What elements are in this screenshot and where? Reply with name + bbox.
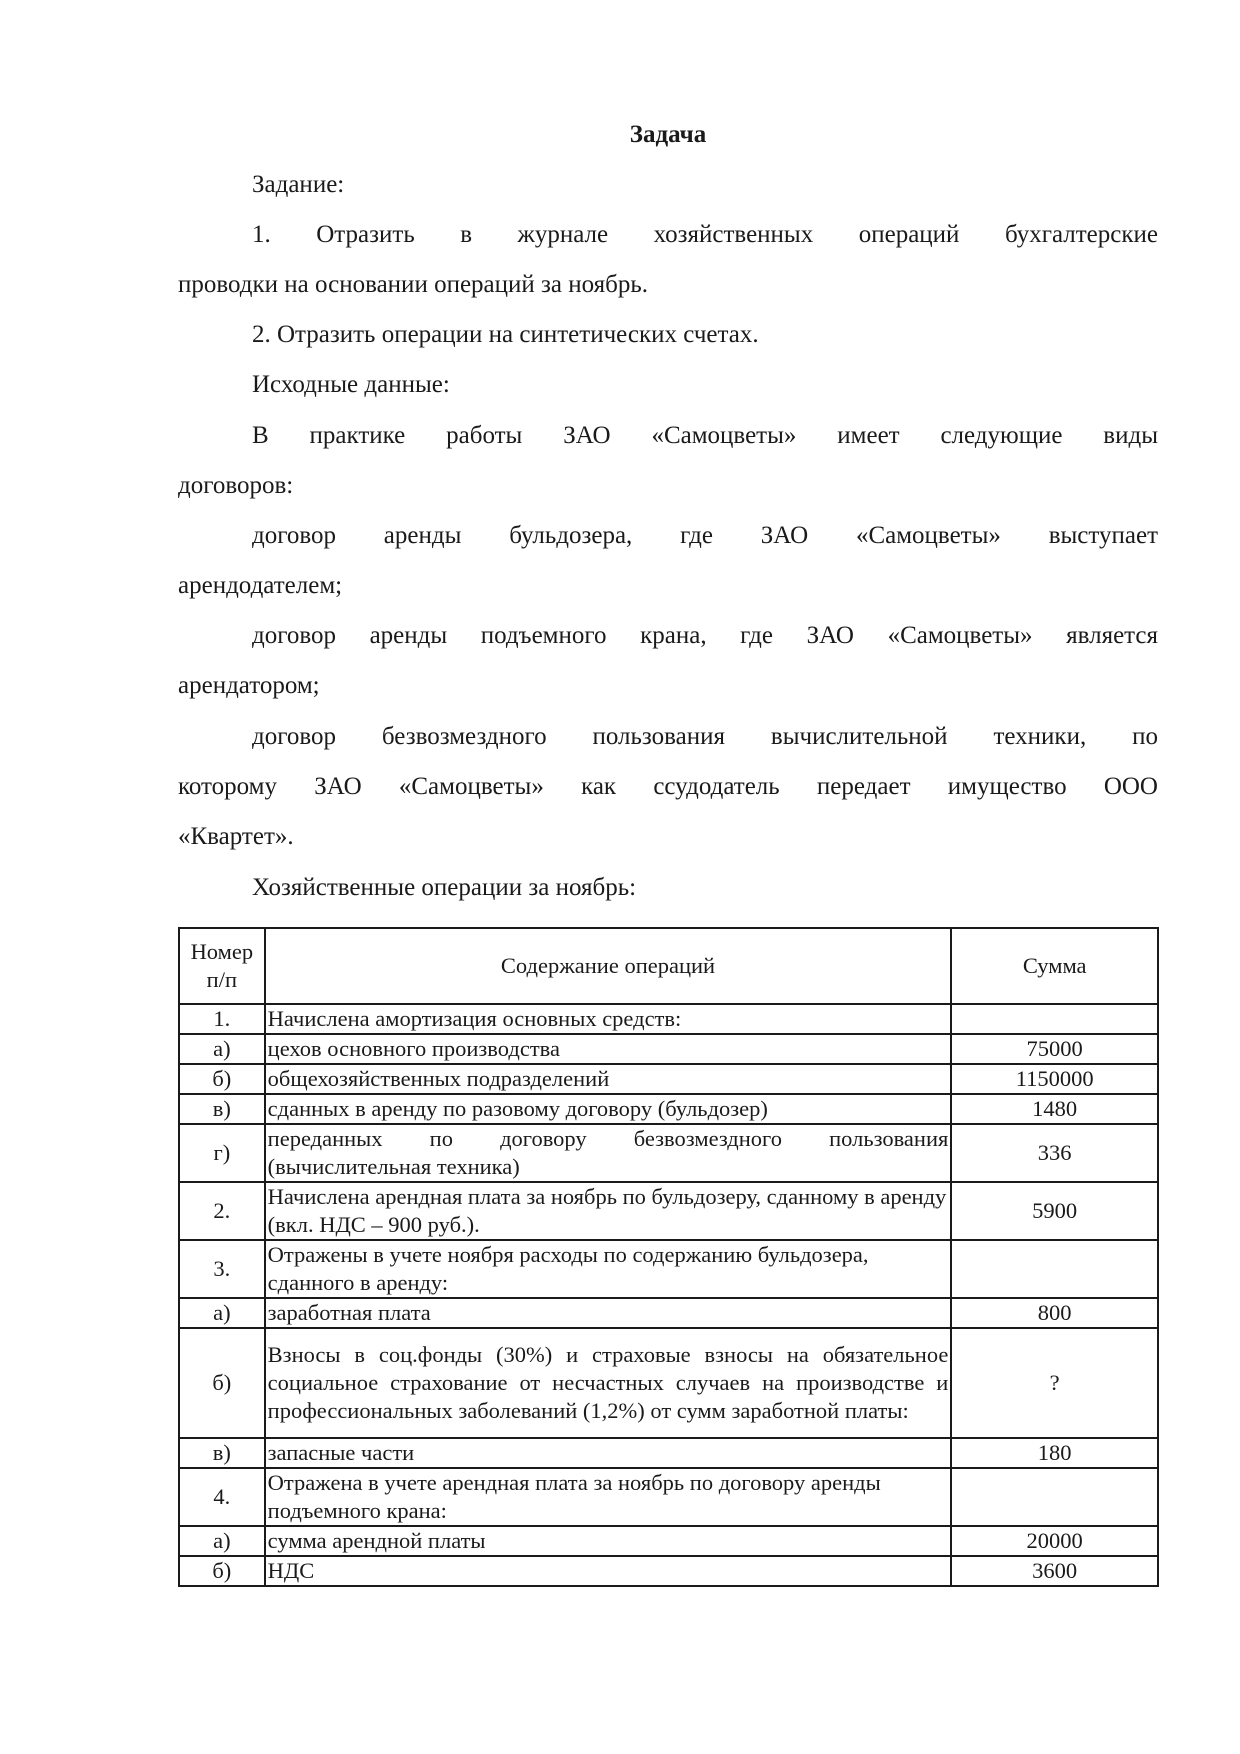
table-row [179, 1182, 1158, 1240]
row-description: НДС [265, 1556, 952, 1586]
row-number: а) [179, 1526, 265, 1556]
contract-1-line-2: арендодателем; [178, 572, 343, 599]
row-number: а) [179, 1034, 265, 1064]
row-sum: 5900 [951, 1182, 1158, 1240]
contract-3-line-1: договор безвозмездного пользования вычислительной техники, по [252, 723, 1158, 750]
row-sum [951, 1004, 1158, 1034]
row-description: сумма арендной платы [265, 1526, 952, 1556]
table-row [179, 1094, 1158, 1124]
table-header-row [179, 928, 1158, 1004]
row-sum: 336 [951, 1124, 1158, 1182]
row-description: Отражены в учете ноября расходы по содержанию бульдозера, сданного в аренду: [265, 1240, 952, 1298]
row-description: цехов основного производства [265, 1034, 952, 1064]
task-item-2: 2. Отразить операции на синтетических счетах. [252, 321, 759, 348]
row-number: б) [179, 1328, 265, 1438]
row-sum: 20000 [951, 1526, 1158, 1556]
table-row [179, 1556, 1158, 1586]
table-row [179, 1298, 1158, 1328]
table-row [179, 1468, 1158, 1526]
table-row [179, 1064, 1158, 1094]
task-heading: Задание: [252, 171, 345, 198]
row-description: Взносы в соц.фонды (30%) и страховые взносы на обязательное социальное страхование от несчастных случаев на производстве и профессиональных заболеваний (1,2%) от сумм заработной платы: [265, 1328, 952, 1438]
source-heading: Исходные данные: [252, 371, 450, 398]
operations-table-body [179, 1004, 1158, 1586]
operations-table [178, 927, 1159, 1587]
document-title: Задача [629, 121, 707, 148]
row-sum [951, 1468, 1158, 1526]
source-intro-line-2: договоров: [178, 472, 294, 499]
row-number: 1. [179, 1004, 265, 1034]
row-number: 3. [179, 1240, 265, 1298]
row-number: в) [179, 1438, 265, 1468]
header-number-line-2: п/п [206, 967, 237, 992]
table-row [179, 1526, 1158, 1556]
contract-3-line-2: которому ЗАО «Самоцветы» как ссудодатель передает имущество ООО [178, 773, 1158, 800]
header-number-line-1: Номер [190, 939, 254, 964]
row-description: заработная плата [265, 1298, 952, 1328]
contract-2-line-1: договор аренды подъемного крана, где ЗАО «Самоцветы» является [252, 622, 1158, 649]
table-row [179, 1328, 1158, 1438]
row-number: 2. [179, 1182, 265, 1240]
row-number: 4. [179, 1468, 265, 1526]
source-intro-line-1: В практике работы ЗАО «Самоцветы» имеет следующие виды [252, 422, 1158, 449]
row-description: переданных по договору безвозмездного пользования (вычислительная техника) [265, 1124, 952, 1182]
row-sum: 1480 [951, 1094, 1158, 1124]
row-sum: 1150000 [951, 1064, 1158, 1094]
table-row [179, 1004, 1158, 1034]
row-sum: 180 [951, 1438, 1158, 1468]
contract-2-line-2: арендатором; [178, 672, 320, 699]
row-description: запасные части [265, 1438, 952, 1468]
row-sum: ? [951, 1328, 1158, 1438]
contract-1-line-1: договор аренды бульдозера, где ЗАО «Самоцветы» выступает [252, 522, 1158, 549]
contract-3-line-3: «Квартет». [178, 823, 294, 850]
row-sum [951, 1240, 1158, 1298]
row-description: общехозяйственных подразделений [265, 1064, 952, 1094]
task-item-1-line-1: 1. Отразить в журнале хозяйственных операций бухгалтерские [252, 221, 1158, 248]
table-row [179, 1240, 1158, 1298]
row-sum: 3600 [951, 1556, 1158, 1586]
row-number: б) [179, 1064, 265, 1094]
table-row [179, 1438, 1158, 1468]
row-sum: 75000 [951, 1034, 1158, 1064]
task-item-1-line-2: проводки на основании операций за ноябрь. [178, 271, 649, 298]
row-number: б) [179, 1556, 265, 1586]
table-row [179, 1124, 1158, 1182]
header-sum: Сумма [951, 928, 1158, 1004]
operations-heading: Хозяйственные операции за ноябрь: [252, 874, 637, 901]
row-number: г) [179, 1124, 265, 1182]
row-description: Начислена арендная плата за ноябрь по бульдозеру, сданному в аренду (вкл. НДС – 900 руб.). [265, 1182, 952, 1240]
row-number: а) [179, 1298, 265, 1328]
table-row [179, 1034, 1158, 1064]
row-description: сданных в аренду по разовому договору (бульдозер) [265, 1094, 952, 1124]
header-number [179, 928, 265, 1004]
row-sum: 800 [951, 1298, 1158, 1328]
row-description: Отражена в учете арендная плата за ноябрь по договору аренды подъемного крана: [265, 1468, 952, 1526]
row-number: в) [179, 1094, 265, 1124]
document-page [178, 0, 1158, 1754]
row-description: Начислена амортизация основных средств: [265, 1004, 952, 1034]
header-content: Содержание операций [265, 928, 952, 1004]
